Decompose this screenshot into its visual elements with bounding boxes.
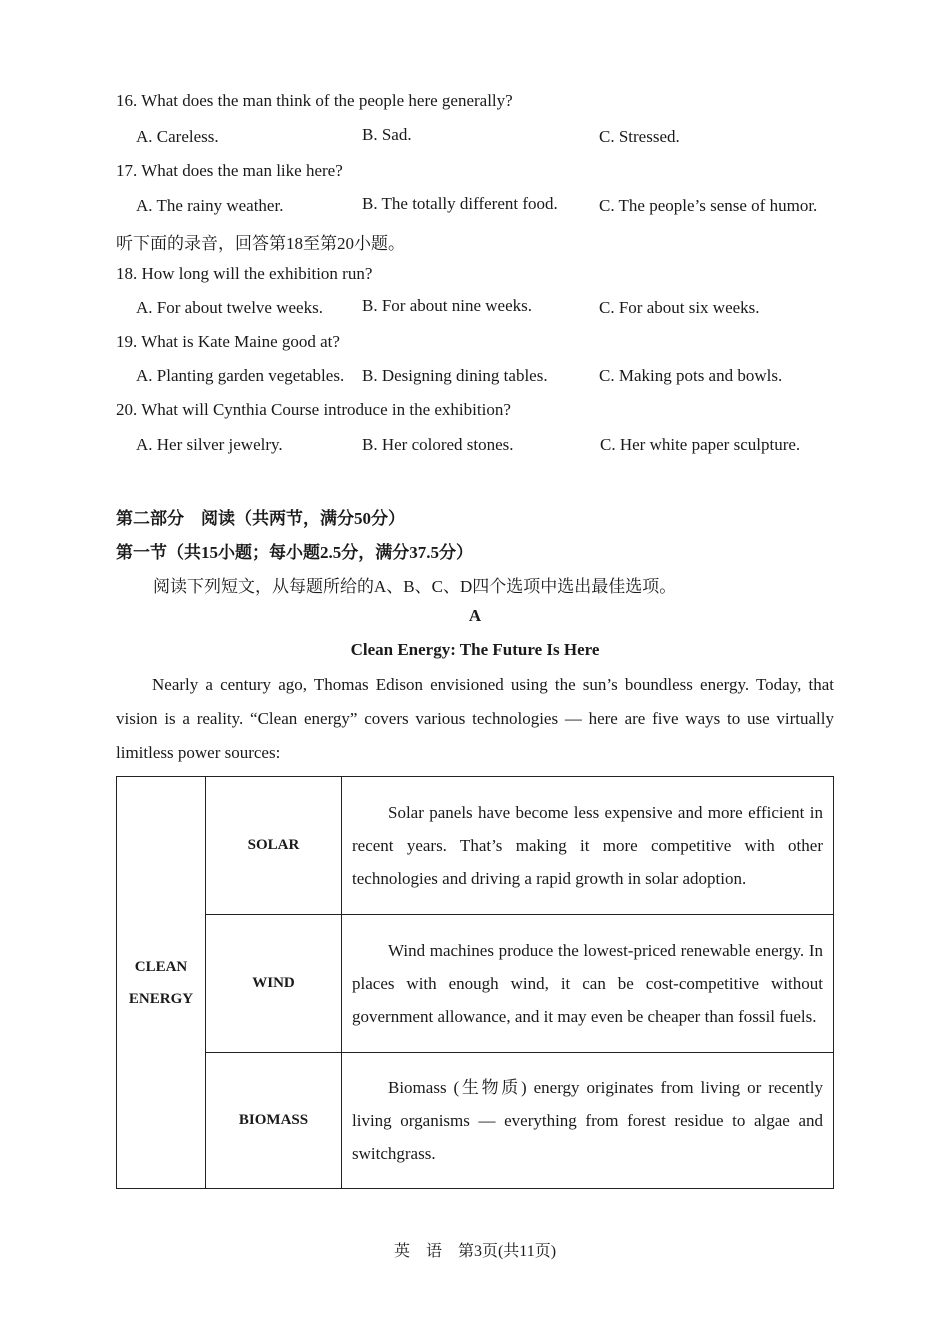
option-20b: B. Her colored stones.: [362, 435, 514, 454]
option-18a: A. For about twelve weeks.: [136, 298, 323, 317]
option-20a: A. Her silver jewelry.: [136, 435, 283, 454]
type-solar: SOLAR: [206, 777, 342, 915]
option-16c: C. Stressed.: [599, 127, 680, 146]
option-19b: B. Designing dining tables.: [362, 366, 548, 385]
option-18b: B. For about nine weeks.: [362, 296, 532, 315]
desc-biomass: [342, 1053, 834, 1189]
option-17c: C. The people’s sense of humor.: [599, 196, 818, 215]
category-line2: ENERGY: [128, 990, 194, 1007]
section1-title: 第一节（共15小题；每小题2.5分，满分37.5分）: [116, 543, 473, 562]
option-20c: C. Her white paper sculpture.: [600, 435, 801, 454]
type-wind: WIND: [206, 915, 342, 1053]
option-16a: A. Careless.: [136, 127, 219, 146]
instruction-18-20: 听下面的录音，回答第18至第20小题。: [116, 234, 405, 253]
part2-title: 第二部分 阅读（共两节，满分50分）: [116, 509, 405, 528]
category-line1: CLEAN: [134, 958, 188, 975]
option-17b: B. The totally different food.: [362, 194, 558, 213]
question-17: 17. What does the man like here?: [116, 161, 343, 180]
question-20: 20. What will Cynthia Course introduce in the exhibition?: [116, 400, 511, 419]
table-row-solar: [117, 777, 834, 915]
clean-energy-table: [116, 776, 834, 1189]
reading-instruction: 阅读下列短文，从每题所给的A、B、C、D四个选项中选出最佳选项。: [153, 577, 677, 596]
option-18c: C. For about six weeks.: [599, 298, 760, 317]
option-17a: A. The rainy weather.: [136, 196, 284, 215]
table-row-wind: [117, 915, 834, 1053]
category-cell: [117, 777, 206, 1189]
type-biomass: BIOMASS: [206, 1053, 342, 1189]
passage-intro-text: Nearly a century ago, Thomas Edison envisioned using the sun’s boundless energy. Today, that vision is a reality. “Clean energy” covers various technologies — here are five ways to use virtually limitless power sources:: [116, 675, 834, 762]
page-footer: 英 语 第3页(共11页): [393, 1243, 557, 1260]
passage-intro: [116, 668, 834, 770]
desc-solar-text: Solar panels have become less expensive and more efficient in recent years. That’s making it more competitive with other technologies and driving a rapid growth in solar adoption.: [352, 803, 823, 888]
option-19c: C. Making pots and bowls.: [599, 366, 783, 385]
desc-wind-text: Wind machines produce the lowest-priced renewable energy. In places with enough wind, it can be cost-competitive without government allowance, and it may even be cheaper than fossil fuels.: [352, 941, 823, 1026]
passage-title: Clean Energy: The Future Is Here: [350, 640, 600, 659]
desc-wind: [342, 915, 834, 1053]
option-19a: A. Planting garden vegetables.: [136, 366, 345, 385]
option-16b: B. Sad.: [362, 125, 412, 144]
desc-solar: [342, 777, 834, 915]
passage-letter: A: [468, 606, 482, 625]
question-18: 18. How long will the exhibition run?: [116, 264, 373, 283]
question-19: 19. What is Kate Maine good at?: [116, 332, 340, 351]
table-row-biomass: [117, 1053, 834, 1189]
desc-biomass-text: Biomass (生物质) energy originates from living or recently living organisms — everything from forest residue to algae and switchgrass.: [352, 1078, 823, 1163]
question-16: 16. What does the man think of the people here generally?: [116, 91, 513, 110]
